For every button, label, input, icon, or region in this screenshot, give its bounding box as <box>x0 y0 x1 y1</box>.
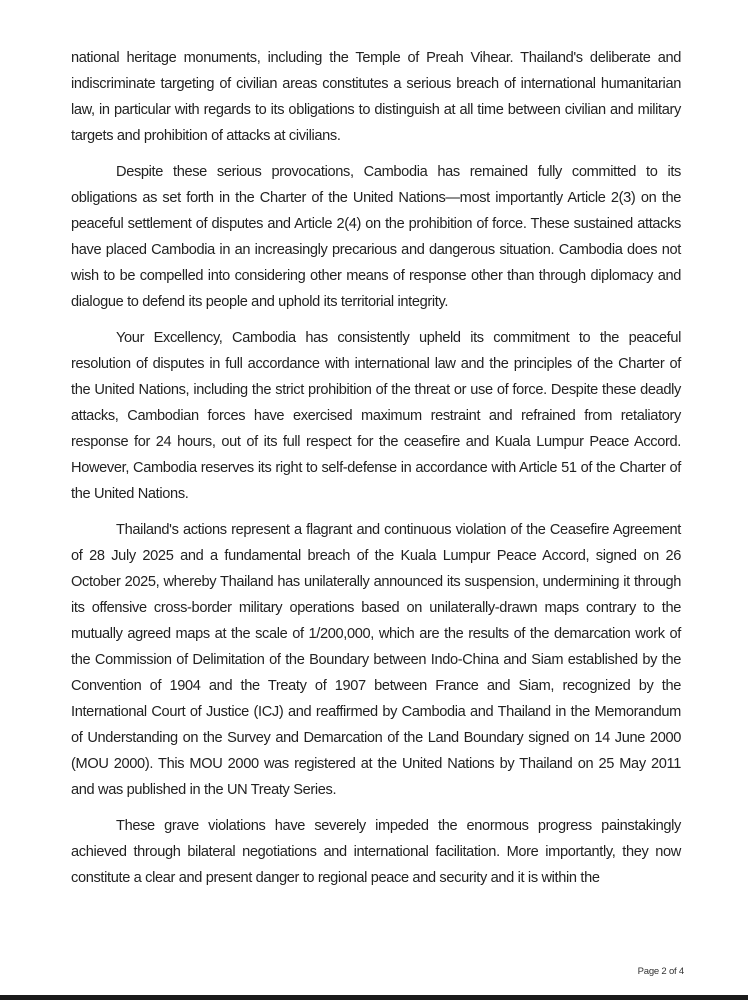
paragraph-consequences: These grave violations have severely impeded the enormous progress painstakingly achieved through bilateral negotiations and international facilitation. More importantly, they now constitute a clear and present danger to regional peace and security and it is within the <box>71 818 681 886</box>
paragraph-restraint: Your Excellency, Cambodia has consistently upheld its commitment to the peaceful resolution of disputes in full accordance with international law and the principles of the Charter of the United Nations, including the strict prohibition of the threat or use of force. Despite these deadly attacks, Cambodian forces have exercised maximum restraint and refrained from retaliatory response for 24 hours, out of its full respect for the ceasefire and Kuala Lumpur Peace Accord. However, Cambodia reserves its right to self-defense in accordance with Article 51 of the Charter of the United Nations. <box>71 330 681 502</box>
bottom-edge-bar <box>0 995 748 1000</box>
paragraph-continuation: national heritage monuments, including the Temple of Preah Vihear. Thailand's deliberate and indiscriminate targeting of civilian areas constitutes a serious breach of international humanitarian law, in particular with regards to its obligations to distinguish at all time between civilian and military targets and prohibition of attacks at civilians. <box>71 50 681 144</box>
paragraph-violations: Thailand's actions represent a flagrant and continuous violation of the Ceasefire Agreement of 28 July 2025 and a fundamental breach of the Kuala Lumpur Peace Accord, signed on 26 October 2025, whereby Thailand has unilaterally announced its suspension, undermining it through its offensive cross-border military operations based on unilaterally-drawn maps contrary to the mutually agreed maps at the scale of 1/200,000, which are the results of the demarcation work of the Commission of Delimitation of the Boundary between Indo-China and Siam established by the Convention of 1904 and the Treaty of 1907 between France and Siam, recognized by the International Court of Justice (ICJ) and reaffirmed by Cambodia and Thailand in the Memorandum of Understanding on the Survey and Demarcation of the Land Boundary signed on 14 June 2000 (MOU 2000). This MOU 2000 was registered at the United Nations by Thailand on 25 May 2011 and was published in the UN Treaty Series. <box>71 522 681 798</box>
paragraph-provocations: Despite these serious provocations, Cambodia has remained fully committed to its obligations as set forth in the Charter of the United Nations—most importantly Article 2(3) on the peaceful settlement of disputes and Article 2(4) on the prohibition of force. These sustained attacks have placed Cambodia in an increasingly precarious and dangerous situation. Cambodia does not wish to be compelled into considering other means of response other than through diplomacy and dialogue to defend its people and uphold its territorial integrity. <box>71 164 681 310</box>
page-number: Page 2 of 4 <box>637 966 684 977</box>
document-body <box>71 45 681 901</box>
